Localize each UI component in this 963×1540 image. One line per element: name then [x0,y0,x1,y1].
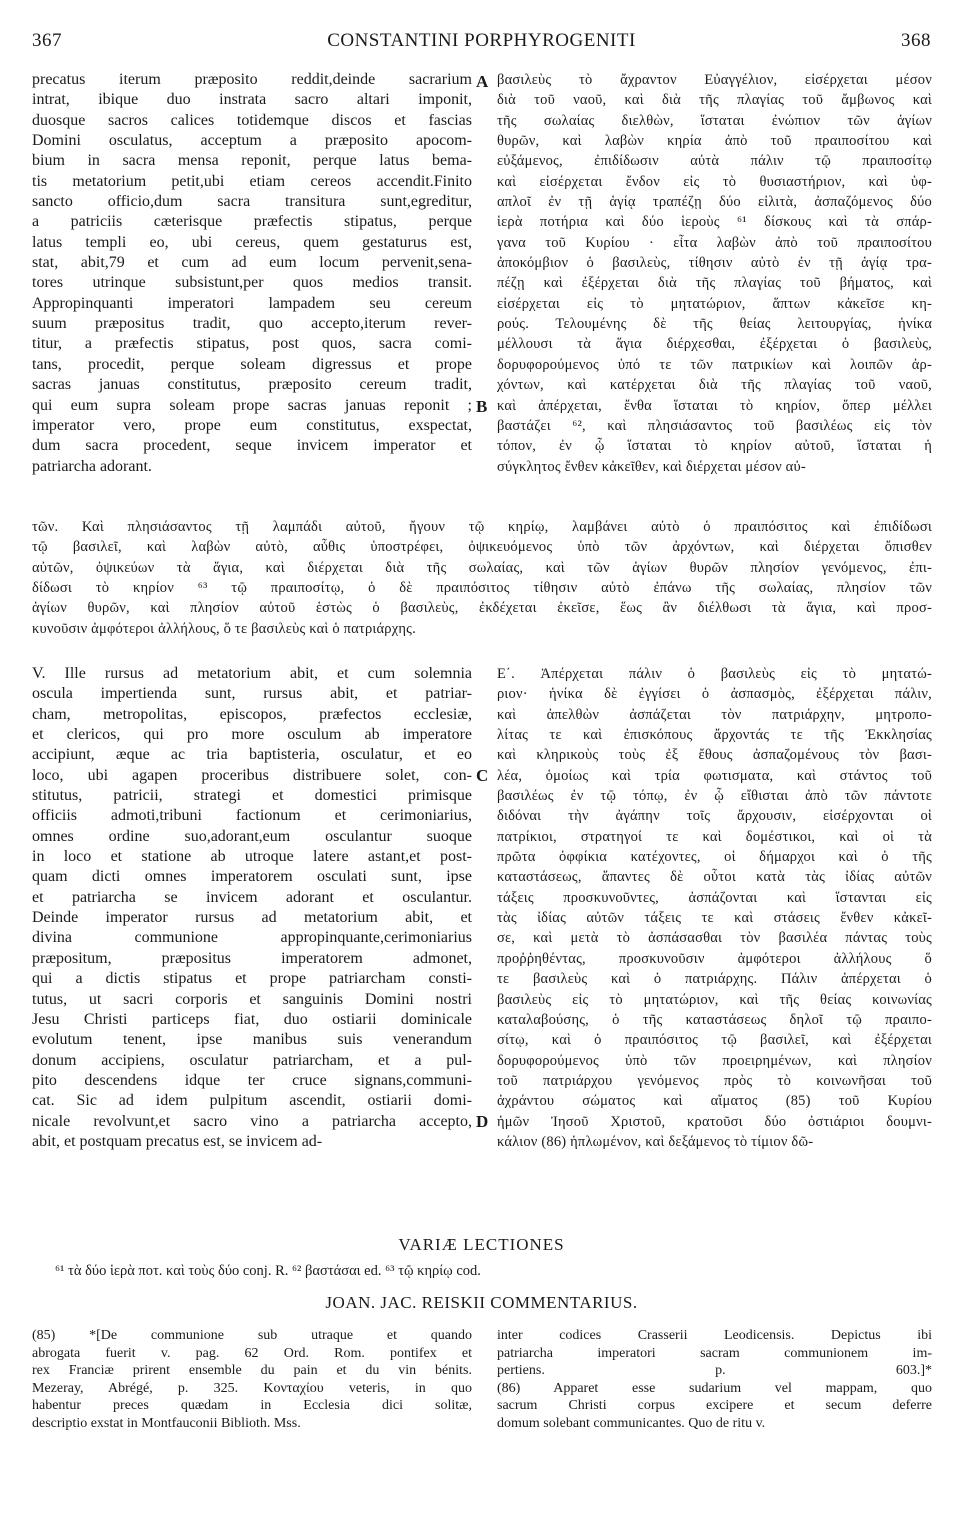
variae-lectiones-text: ⁶¹ τὰ δύο ἱερὰ ποτ. καὶ τοὺς δύο conj. R. ⁶² βαστάσαι ed. ⁶³ τῷ κηρίῳ cod. [55,1263,481,1279]
running-title: CONSTANTINI PORPHYROGENITI [327,30,636,51]
text-line: patriarcha imperatori sacram communionem im- [497,1345,932,1361]
commentary-heading: JOAN. JAC. REISKII COMMENTARIUS. [325,1293,638,1312]
text-line: tores utrinque subsistunt,per quos medios transit. [32,274,472,292]
text-line: τάξεις προσκυνοῦντες, ἀσπάζονται καὶ ἵστανται εἰς [497,889,932,906]
text-line: Mezeray, Abrégé, p. 325. Κονταχίου veteris, in quo [32,1380,472,1396]
page-number-right: 368 [901,30,931,51]
text-line: καὶ εἰσέρχεται ἔνδον εἰς τὸ θυσιαστήριον, καὶ ὑφ- [497,173,932,190]
text-line: divina communione appropinquante,cerimoniarius [32,929,472,947]
text-line: imperator vero, prope eum constitutus, exspectat, [32,416,472,434]
text-line: duosque sacros calices totidemque discos et fascias [32,111,472,129]
text-line: κυνοῦσιν ἀμφότεροι ἀλλήλους, ὅ τε βασιλεὺς καὶ ὁ πατριάρχης. [32,620,416,637]
text-line: σε, καὶ μετὰ τὸ ἀσπάσασθαι τὸν βασιλέα πάντας τοὺς [497,930,932,947]
text-line: βασιλεὺς εἰς τὸ μητατώριον, καὶ τῆς θείας κοινωνίας [497,991,932,1008]
text-line: βασιλέως ἐν τῷ τόπῳ, ἐν ᾧ εἴθισται ἀπὸ τῶν πάντοτε [497,788,932,805]
margin-mark-b: B [476,397,488,416]
text-line: titur, a præfectis stipatus, post quos, sacra comi- [32,335,472,353]
margin-mark-a: A [476,72,489,91]
text-line: καταστάσεως, ἅπαντες δὲ οὗτοι κατὰ τὰς ἰδίας αὐτῶν [497,869,932,886]
text-line: descriptio exstat in Montfauconii Biblioth. Mss. [32,1415,301,1431]
text-line: et patriarcha se invicem adorant et osculantur. [32,888,472,906]
text-line: βαστάζει ⁶², καὶ πλησιάσαντος τοῦ βασιλέως εἰς τὸν [497,417,932,434]
text-line: δορυφορούμενος ὑπό τε τῶν πατρικίων καὶ λοιπῶν ἀρ- [497,356,932,373]
text-line: προῤῥηθέντας, προσκυνοῦσιν ἀμφότεροι ἀλλήλους ὅ [497,950,932,967]
text-line: εὐξάμενος, ἐπιδίδωσιν αὐτὰ πάλιν τῷ πραιποσίτῳ [497,153,932,170]
text-line: Ε΄. Ἀπέρχεται πάλιν ὁ βασιλεὺς εἰς τὸ μητατώ- [497,666,932,682]
text-line: τὰς ἰδίας αὐτῶν τάξεις τε καὶ στάσεις ἔνθεν κἀκεῖ- [497,910,932,927]
text-line: θυρῶν, καὶ λαβὼν κηρία ἀπὸ τοῦ πραιποσίτου καὶ [497,133,932,150]
text-line: qui a dictis stipatus et prope patriarcham consti- [32,970,472,988]
text-line: μέλλουσι τὰ ἅγια διέρχεσθαι, ἐξέρχεται ὁ βασιλεὺς, [497,336,932,353]
text-line: præpositum, præpositus imperatorem admonet, [32,949,472,967]
text-line: dum sacra procedent, seque invicem imperator et [32,437,472,455]
text-line: inter codices Crasserii Leodicensis. Depictus ibi [497,1328,932,1343]
text-line: Deinde imperator rursus ad metatorium abit, et [32,909,472,927]
text-line: διδόναι τὴν ἀγάπην τοῖς ἄρχουσιν, εἰσέρχονται οἱ [497,808,932,825]
text-line: ἱερὰ ποτήρια καὶ δύο ἱεροὺς ⁶¹ δίσκους καὶ τὰ σπάρ- [497,214,932,231]
text-line: latus templi eo, ubi cereus, quem gestaturus est, [32,233,472,251]
text-line: habentur preces quædam in Ecclesia dici solitæ, [32,1398,472,1413]
text-line: tis metatorium petit,ubi etiam cereos accendit.Finito [32,172,472,190]
variae-lectiones-heading: VARIÆ LECTIONES [398,1235,565,1254]
text-line: intrat, ibique duo instrata sacro altari imponit, [32,91,472,109]
text-line: sacras januas constitutus, præposito cereum tradit, [32,376,472,394]
text-line: διὰ τοῦ ναοῦ, καὶ διὰ τῆς πλαγίας τοῦ ἄμβωνος καὶ [497,92,932,109]
text-line: Jesu Christi particeps fiat, duo ostiarii dominicale [32,1010,472,1028]
text-line: loco, ubi agapen proceribus distribuere solet, con- [32,766,472,784]
text-line: τόπον, ἐν ᾧ ἵσταται τὸ κηρίον αὐτοῦ, ἵσταται ἡ [497,438,932,455]
latin-column-2 [32,664,472,1152]
text-line: pertiens. p. 603.]* [497,1363,932,1378]
text-line: donum accipiens, osculatur patriarcham, et a pul- [32,1051,472,1069]
text-line: αὐτῶν, ὀψικεύων τὰ ἅγια, καὶ διέρχεται διὰ τῆς σωλαίας, καὶ τῶν ἁγίων θυρῶν πλησίον γενόμενος, ἐπι- [32,559,932,576]
margin-mark-c: C [476,766,489,785]
commentary-right [497,1327,932,1432]
text-line: δίδωσι τὸ κηρίον ⁶³ τῷ πραιποσίτῳ, ὁ δὲ πραιπόσιτος τίθησιν αὐτὸ ἐπάνω τῆς σωλαίας, πλησίον τῶν [32,580,932,597]
text-line: accipiunt, æque ac tria baptisteria, osculatur, et eo [32,746,472,764]
text-line: καὶ ἀπέρχεται, ἔνθα ἵσταται τὸ κηρίον, ὅπερ μέλλει [497,397,932,414]
text-line: Appropinquanti imperatori lampadem seu cereum [32,294,472,312]
text-line: pito descendens idque ter cruce signans,communi- [32,1071,472,1089]
text-line: τῷ βασιλεῖ, καὶ λαβὼν αὐτὸ, αὖθις ὑποστρέφει, ὀψικευόμενος ὑπὸ τῶν ἀρχόντων, καὶ διέρχεται ὄπισθεν [32,539,932,556]
text-line: πέζῃ καὶ ἐξέρχεται διὰ τῆς πλαγίας τοῦ βήματος, καὶ [497,275,932,292]
text-line: λέα, ὁμοίως καὶ τρία φωτισματα, καὶ στάντος τοῦ [497,767,932,784]
text-line: λίτας τε καὶ ἐπισκόπους ἄρχοντάς τε τῆς Ἐκκλησίας [497,727,932,744]
text-line: stitutus, patricii, strategi et domestici primisque [32,787,472,805]
text-line: ἀποκόμβιον ὁ βασιλεὺς, τίθησιν αὐτὸ ἐν τῇ ἁγίᾳ τρα- [497,255,932,272]
text-line: tans, procedit, perque soleam digressus et prope [32,355,472,373]
text-line: quam dicti omnes imperatorem osculati sunt, ipse [32,868,472,886]
text-line: κάλιον (86) ἡπλωμένον, καὶ δεξάμενος τὸ τίμιον δῶ- [497,1133,814,1150]
text-line: γανα τοῦ Κυρίου · εἶτα λαβὼν ἀπὸ τοῦ πραιποσίτου [497,234,932,251]
page-number-left: 367 [32,30,62,51]
text-line: domum solebant communicantes. Quo de ritu v. [497,1415,766,1431]
text-line: σύγκλητος ἔνθεν κἀκεῖθεν, καὶ διέρχεται μέσον αὐ- [497,458,806,475]
text-line: in loco et statione ab utroque latere astant,et post- [32,848,472,866]
greek-column-2 [497,664,932,1152]
text-line: precatus iterum præposito reddit,deinde sacrarium [32,71,472,88]
text-line: suum præpositus tradit, quo accepto,iterum rever- [32,315,472,333]
text-line: τοῦ πατριάρχου γενόμενος πρὸς τὸ κοινωνῆσαι τοῦ [497,1072,932,1089]
text-line: πατρίκιοι, στρατηγοί τε καὶ δομέστικοι, καὶ οἱ τὰ [497,828,932,845]
text-line: ἡμῶν Ἰησοῦ Χριστοῦ, κρατοῦσι δύο ὀστιάριοι δουμνι- [497,1113,932,1130]
text-line: sacrum Christi corpus excipere et secum deferre [497,1398,932,1413]
text-line: τῶν. Καὶ πλησιάσαντος τῇ λαμπάδι αὐτοῦ, ἤγουν τῷ κηρίῳ, λαμβάνει αὐτὸ ὁ πραιπόσιτος καὶ ἐπιδίδωσι [32,519,932,535]
text-line: bium in sacra mensa reponit, perque latus bema- [32,152,472,170]
text-line: officiis admoti,tribuni factionum et cerimoniarius, [32,807,472,825]
text-line: a patriciis cæterisque præfectis stipatus, perque [32,213,472,231]
text-line: abrogata fuerit v. pag. 62 Ord. Rom. pontifex et [32,1345,472,1361]
text-line: δορυφορούμενος ὑπὸ τῶν προειρημένων, καὶ πλησίον [497,1052,932,1069]
text-line: χόντων, καὶ κατέρχεται διὰ τῆς πλαγίας τοῦ ναοῦ, [497,377,932,394]
text-line: ἀχράντου σώματος καὶ αἵματος (85) τοῦ Κυρίου [497,1093,932,1110]
text-line: ρούς. Τελουμένης δὲ τῆς θείας λειτουργίας, ἡνίκα [497,316,932,333]
text-line: εἰσέρχεται εἰς τὸ μητατώριον, ἅπτων κἀκεῖσε κη- [497,295,932,312]
text-line: sancto officio,dum sacra transitura sunt,egreditur, [32,193,472,211]
text-line: τῆς σωλαίας διελθὼν, ἵσταται ἐνώπιον τῶν ἁγίων [497,112,932,129]
text-line: V. Ille rursus ad metatorium abit, et cum solemnia [32,665,472,682]
text-line: πρῶτα ὀφφίκια κατέχοντες, οἱ δήμαρχοι καὶ ὁ τῆς [497,849,932,866]
text-line: patriarcha adorant. [32,457,152,475]
text-line: ριον· ἡνίκα δὲ ἐγγίσει ὁ ἀσπασμὸς, ἐξέρχεται πάλιν, [497,686,932,703]
greek-column-1 [497,70,932,477]
text-line: rex Franciæ prirent ensemble du pain et du vin bénits. [32,1363,472,1378]
text-line: stat, abit,79 et cum ad eum locum pervenit,sena- [32,254,472,272]
text-line: tutus, ut sacri corporis et sanguinis Domini nostri [32,990,472,1008]
text-line: Domini osculatus, acceptum a præposito apocom- [32,132,472,150]
text-line: σίτῳ, καὶ ὁ πραιπόσιτος τῷ βασιλεῖ, καὶ ἐξέρχεται [497,1032,932,1049]
text-line: καὶ ἀπελθὼν ἀσπάζεται τὸν πατριάρχην, μητροπο- [497,706,932,723]
text-line: (86) Apparet esse sudarium vel mappam, quo [497,1380,932,1396]
text-line: oscula impertienda sunt, rursus abit, et patriar- [32,685,472,703]
text-line: (85) *[De communione sub utraque et quando [32,1328,472,1343]
text-line: omnes ordine suo,adorant,eum osculantur suoque [32,827,472,845]
text-line: καταλαβούσης, ὁ τῆς καταστάσεως δηλοῖ τῷ πραιπο- [497,1011,932,1028]
text-line: καὶ κληρικοὺς τοὺς ἐξ ἔθους ἀσπαζομένους τὸν βασι- [497,747,932,764]
text-line: τε βασιλεὺς καὶ ὁ πατριάρχης. Πάλιν ἀπέρχεται ὁ [497,971,932,988]
text-line: evolutum tenent, ipse manibus suis venerandum [32,1031,472,1049]
text-line: απλοῖ ἐν τῇ ἁγίᾳ τραπέζῃ δύο εἰλιτὰ, ἀσπαζόμενος δύο [497,194,932,211]
margin-mark-d: D [476,1112,489,1131]
text-line: cat. Sic ad idem pulpitum ascendit, ostiarii domi- [32,1092,472,1110]
text-line: abit, et postquam precatus est, se invicem ad- [32,1132,323,1150]
text-line: nicale revolvunt,et sacro vino a patriarcha accepto, [32,1112,472,1130]
text-line: cham, metropolitas, episcopos, præfectos ecclesiæ, [32,705,472,723]
text-line: et clericos, qui pro more osculum ab imperatore [32,726,472,744]
greek-full-width [32,517,932,639]
latin-column-1 [32,70,472,477]
text-line: βασιλεὺς τὸ ἄχραντον Εὐαγγέλιον, εἰσέρχεται μέσον [497,72,932,88]
text-line: qui eum supra soleam prope sacras januas reponit ; [32,396,472,414]
text-line: ἁγίων θυρῶν, καὶ πλησίον αὐτοῦ ἑστὼς ὁ βασιλεὺς, ἐκδέχεται ἐκεῖσε, ἕως ἂν διέλθωσι τὰ ἅγια, καὶ προσ- [32,600,932,617]
commentary-left [32,1327,472,1432]
